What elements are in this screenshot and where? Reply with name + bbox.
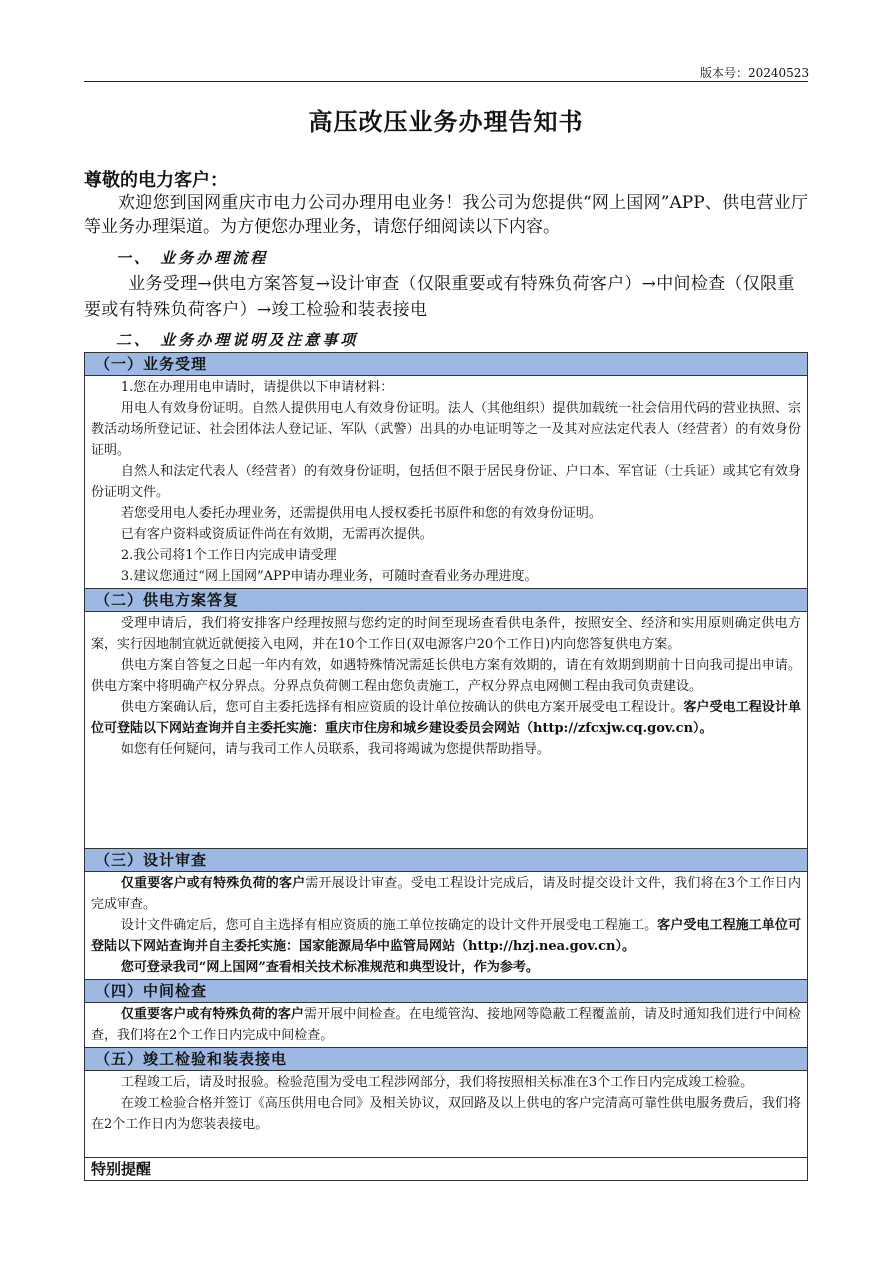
intermediate-check-p1 — [91, 1004, 801, 1046]
supply-plan-p2: 供电方案自答复之日起一年内有效，如遇特殊情况需延长供电方案有效期的，请在有效期到期前十日向我司提出申请。供电方案中将明确产权分界点。分界点负荷侧工程由您负责施工，产权分界点电网侧工程由我司负责建设。 — [91, 658, 801, 694]
special-reminder-heading: 特别提醒 — [91, 1160, 152, 1178]
intermediate-check-scope: 仅重要客户或有特殊负荷的客户 — [120, 1007, 305, 1022]
supply-plan-p3 — [91, 697, 801, 739]
acceptance-existing-docs: 已有客户资料或资质证件尚在有效期，无需再次提供。 — [120, 527, 433, 542]
design-review-p3: 您可登录我司“网上国网”查看相关技术标准规范和典型设计，作为参考。 — [120, 960, 539, 975]
completion-p2: 在竣工检验合格并签订《高压供用电合同》及相关协议，双回路及以上供电的客户完清高可靠性供电服务费后，我们将在2个工作日内为您装表接电。 — [91, 1096, 801, 1132]
acceptance-item-3: 3.建议您通过“网上国网”APP申请办理业务，可随时查看业务办理进度。 — [120, 569, 538, 584]
process-flow: 业务受理→供电方案答复→设计审查（仅限重要或有特殊负荷客户）→中间检查（仅限重要或有特殊负荷客户）→竣工检验和装表接电 — [84, 274, 795, 320]
acceptance-authorization: 若您受用电人委托办理业务，还需提供用电人授权委托书原件和您的有效身份证明。 — [120, 506, 602, 521]
row-header-acceptance: （一）业务受理 — [85, 353, 807, 376]
row-body-design-review — [85, 872, 807, 980]
version-number: 版本号：20240523 — [700, 66, 810, 80]
row-header-design-review: （三）设计审查 — [85, 849, 807, 872]
design-review-p2-text: 设计文件确定后，您可自主选择有相应资质的施工单位按确定的设计文件开展受电工程施工。 — [120, 918, 658, 933]
supply-plan-design-website: 客户受电工程设计单位可登陆以下网站查询并自主委托实施：重庆市住房和城乡建设委员会网站（http://zfcxjw.cq.gov.cn）。 — [91, 700, 801, 736]
salutation: 尊敬的电力客户： — [84, 170, 228, 191]
design-review-p1-text: 需开展设计审查。受电工程设计完成后，请及时提交设计文件，我们将在3个工作日内完成审查。 — [91, 876, 801, 912]
design-review-p2 — [91, 915, 801, 957]
supply-plan-p3-text: 供电方案确认后，您可自主委托选择有相应资质的设计单位按确认的供电方案开展受电工程设计。 — [120, 700, 684, 715]
completion-p1: 工程竣工后，请及时报验。检验范围为受电工程涉网部分，我们将按照相关标准在3个工作日内完成竣工检验。 — [120, 1075, 754, 1090]
row-header-completion: （五）竣工检验和装表接电 — [85, 1048, 807, 1071]
design-review-p1 — [91, 873, 801, 915]
row-body-supply-plan — [85, 612, 807, 849]
document-title: 高压改压业务办理告知书 — [308, 107, 584, 136]
row-body-acceptance — [85, 376, 807, 589]
notice-table — [84, 352, 808, 1181]
section-heading-notes: 二、 业务办理说明及注意事项 — [116, 331, 359, 349]
supply-plan-p4: 如您有任何疑问，请与我司工作人员联系，我司将竭诚为您提供帮助指导。 — [120, 742, 550, 757]
header-rule — [84, 81, 808, 82]
row-header-intermediate-check: （四）中间检查 — [85, 980, 807, 1003]
design-review-scope: 仅重要客户或有特殊负荷的客户 — [120, 876, 306, 891]
row-body-completion — [85, 1071, 807, 1158]
design-review-construction-website: 客户受电工程施工单位可登陆以下网站查询并自主委托实施：国家能源局华中监管局网站（http://hzj.nea.gov.cn）。 — [91, 918, 801, 954]
supply-plan-p1: 受理申请后，我们将安排客户经理按照与您约定的时间至现场查看供电条件，按照安全、经济和实用原则确定供电方案，实行因地制宜就近就便接入电网，并在10个工作日(双电源客户20个工作日)内向您答复供电方案。 — [91, 616, 801, 652]
row-body-intermediate-check — [85, 1003, 807, 1048]
row-header-supply-plan: （二）供电方案答复 — [85, 589, 807, 612]
acceptance-item-2: 2.我公司将1个工作日内完成申请受理 — [120, 548, 337, 563]
intro-paragraph: 欢迎您到国网重庆市电力公司办理用电业务！我公司为您提供“网上国网”APP、供电营业厅等业务办理渠道。为方便您办理业务，请您仔细阅读以下内容。 — [84, 193, 808, 237]
acceptance-id-types: 自然人和法定代表人（经营者）的有效身份证明，包括但不限于居民身份证、户口本、军官证（士兵证）或其它有效身份证明文件。 — [91, 464, 801, 500]
acceptance-id-proof: 用电人有效身份证明。自然人提供用电人有效身份证明。法人（其他组织）提供加载统一社会信用代码的营业执照、宗教活动场所登记证、社会团体法人登记证、军队（武警）出具的办电证明等之一及其对应法定代表人（经营者）的有效身份证明。 — [91, 401, 801, 458]
intermediate-check-p1-text: 需开展中间检查。在电缆管沟、接地网等隐蔽工程覆盖前，请及时通知我们进行中间检查，我们将在2个工作日内完成中间检查。 — [91, 1007, 801, 1043]
acceptance-item-1: 1.您在办理用电申请时，请提供以下申请材料： — [120, 380, 394, 395]
section-heading-process: 一、 业务办理流程 — [116, 249, 269, 267]
